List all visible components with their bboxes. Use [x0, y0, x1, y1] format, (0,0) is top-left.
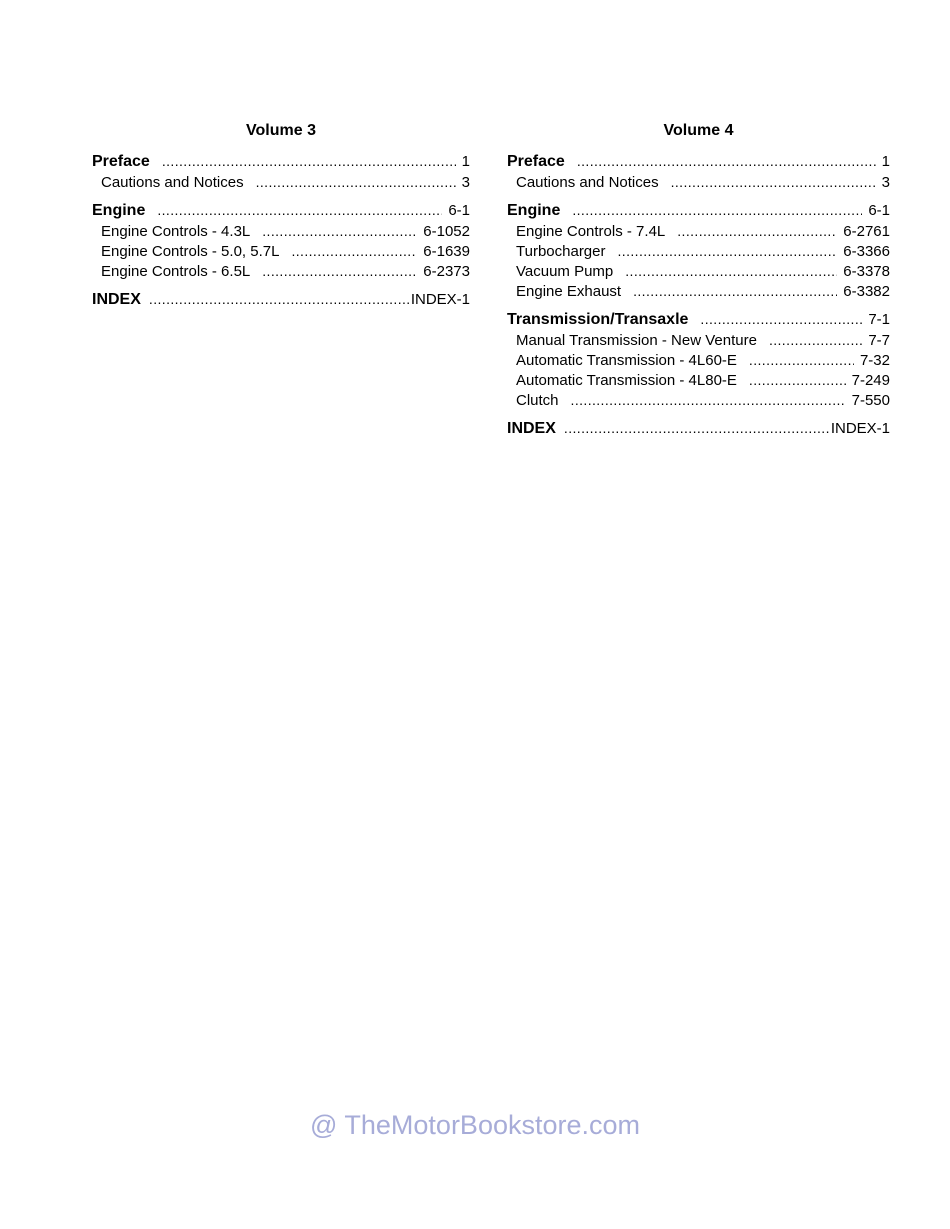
index-section	[92, 288, 470, 310]
toc-subentry[interactable]	[92, 241, 470, 261]
toc-entry-label: Manual Transmission - New Venture	[516, 332, 757, 349]
toc-entry-preface[interactable]	[507, 150, 890, 172]
toc-entry-label: Preface	[92, 153, 150, 170]
toc-subentry[interactable]	[507, 221, 890, 241]
toc-entry-page: 7-550	[851, 392, 890, 409]
toc-entry-page: 6-1052	[423, 223, 470, 240]
dot-leader	[618, 241, 838, 261]
toc-entry-transmission[interactable]	[507, 308, 890, 330]
toc-subentry-cautions[interactable]	[507, 172, 890, 192]
volume-3-title: Volume 3	[246, 122, 316, 139]
dot-leader	[700, 308, 862, 330]
toc-subentry[interactable]	[507, 241, 890, 261]
volume-4-title: Volume 4	[663, 122, 734, 139]
dot-leader	[571, 390, 846, 410]
dot-leader	[256, 172, 456, 192]
dot-leader	[677, 221, 837, 241]
dot-leader	[671, 172, 876, 192]
engine-section	[507, 199, 890, 301]
toc-subentry[interactable]	[507, 390, 890, 410]
toc-entry-label: INDEX	[92, 291, 141, 308]
toc-entry-label: Cautions and Notices	[101, 174, 244, 191]
dot-leader	[769, 330, 862, 350]
toc-entry-page: 6-1	[448, 202, 470, 219]
toc-subentry-cautions[interactable]	[92, 172, 470, 192]
transmission-section	[507, 308, 890, 410]
dot-leader	[749, 370, 846, 390]
dot-leader	[149, 288, 409, 310]
toc-entry-label: Engine Controls - 7.4L	[516, 223, 666, 240]
toc-entry-page: 7-32	[859, 352, 890, 369]
dot-leader	[749, 350, 854, 370]
toc-subentry[interactable]	[507, 261, 890, 281]
toc-subentry[interactable]	[507, 370, 890, 390]
toc-entry-preface[interactable]	[92, 150, 470, 172]
watermark: @ TheMotorBookstore.com	[309, 1110, 641, 1140]
toc-entry-page: 6-3378	[843, 263, 890, 280]
dot-leader	[157, 199, 442, 221]
toc-entry-label: Vacuum Pump	[516, 263, 614, 280]
volume-4-toc	[507, 120, 890, 446]
toc-entry-engine[interactable]	[507, 199, 890, 221]
toc-entry-label: Transmission/Transaxle	[507, 311, 689, 328]
toc-entry-page: 6-1639	[423, 243, 470, 260]
toc-entry-page: INDEX-1	[410, 291, 470, 308]
dot-leader	[572, 199, 862, 221]
dot-leader	[262, 221, 417, 241]
toc-entry-page: 7-7	[868, 332, 890, 349]
toc-entry-label: Turbocharger	[516, 243, 606, 260]
preface-section	[507, 150, 890, 192]
toc-entry-index[interactable]	[507, 417, 890, 439]
toc-entry-label: Preface	[507, 153, 565, 170]
dot-leader	[625, 261, 837, 281]
toc-entry-engine[interactable]	[92, 199, 470, 221]
toc-entry-label: Engine Controls - 4.3L	[101, 223, 251, 240]
toc-entry-page: 6-1	[868, 202, 890, 219]
toc-entry-page: 6-2761	[843, 223, 890, 240]
toc-entry-label: Engine Controls - 5.0, 5.7L	[101, 243, 280, 260]
toc-subentry[interactable]	[92, 261, 470, 281]
toc-entry-label: Cautions and Notices	[516, 174, 659, 191]
dot-leader	[291, 241, 417, 261]
toc-entry-page: 6-3382	[843, 283, 890, 300]
dot-leader	[262, 261, 417, 281]
dot-leader	[577, 150, 876, 172]
toc-entry-label: Engine	[507, 202, 561, 219]
toc-entry-page: 1	[881, 153, 890, 170]
toc-entry-page: INDEX-1	[830, 420, 890, 437]
toc-entry-page: 6-2373	[423, 263, 470, 280]
toc-entry-page: 3	[461, 174, 470, 191]
toc-entry-page: 3	[881, 174, 890, 191]
toc-entry-label: Engine	[92, 202, 146, 219]
toc-entry-page: 1	[461, 153, 470, 170]
toc-entry-label: Automatic Transmission - 4L80-E	[516, 372, 737, 389]
dot-leader	[564, 417, 829, 439]
toc-subentry[interactable]	[507, 330, 890, 350]
toc-entry-label: Automatic Transmission - 4L60-E	[516, 352, 737, 369]
toc-subentry[interactable]	[92, 221, 470, 241]
dot-leader	[633, 281, 837, 301]
dot-leader	[162, 150, 456, 172]
engine-section	[92, 199, 470, 281]
toc-entry-label: Engine Exhaust	[516, 283, 622, 300]
toc-entry-label: Engine Controls - 6.5L	[101, 263, 251, 280]
preface-section	[92, 150, 470, 192]
toc-entry-label: Clutch	[516, 392, 559, 409]
index-section	[507, 417, 890, 439]
toc-entry-page: 7-1	[868, 311, 890, 328]
toc-entry-page: 6-3366	[843, 243, 890, 260]
toc-entry-page: 7-249	[851, 372, 890, 389]
toc-entry-index[interactable]	[92, 288, 470, 310]
toc-subentry[interactable]	[507, 350, 890, 370]
toc-entry-label: INDEX	[507, 420, 556, 437]
toc-subentry[interactable]	[507, 281, 890, 301]
volume-3-toc	[92, 120, 470, 317]
